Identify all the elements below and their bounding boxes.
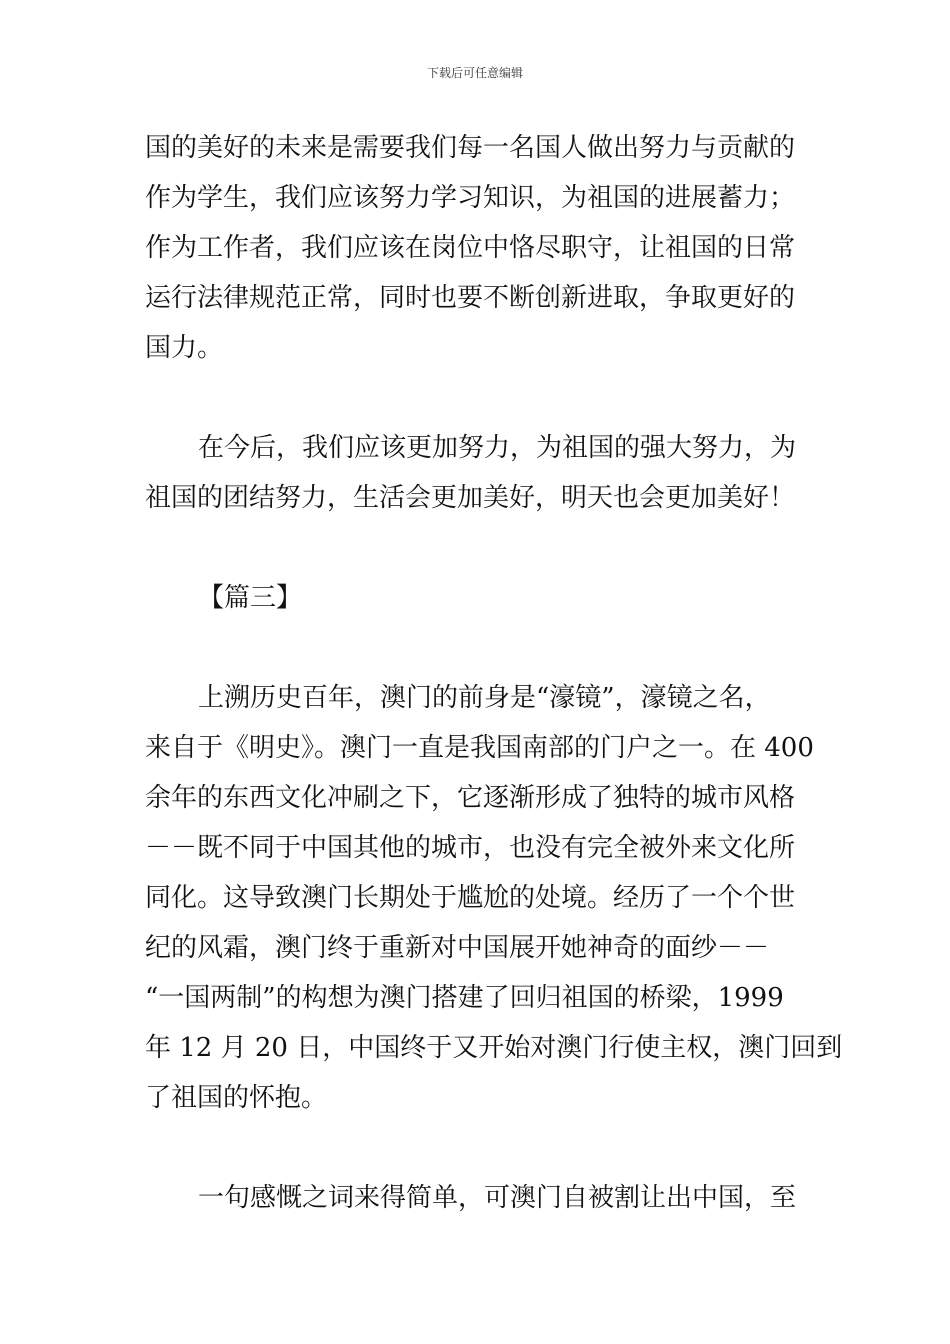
text-line: 作为学生，我们应该努力学习知识，为祖国的进展蓄力； (145, 183, 796, 213)
text-line: “一国两制”的构想为澳门搭建了回归祖国的桥梁，1999 (145, 983, 784, 1013)
text-line: －－既不同于中国其他的城市，也没有完全被外来文化所 (145, 833, 796, 863)
paragraph-start-line: 在今后，我们应该更加努力，为祖国的强大努力，为 (198, 433, 797, 463)
paragraph-start-line: 上溯历史百年，澳门的前身是“濠镜”，濠镜之名， (198, 683, 771, 713)
text-line: 年 12 月 20 日，中国终于又开始对澳门行使主权，澳门回到 (145, 1033, 843, 1063)
text-line: 作为工作者，我们应该在岗位中恪尽职守，让祖国的日常 (145, 233, 796, 263)
page-header: 下载后可任意编辑 (426, 66, 523, 80)
text-line: 了祖国的怀抱。 (145, 1083, 328, 1113)
text-line: 运行法律规范正常，同时也要不断创新进取，争取更好的 (145, 283, 796, 313)
paragraph-start-line: 一句感慨之词来得简单，可澳门自被割让出中国，至 (198, 1183, 797, 1213)
text-line: 纪的风霜，澳门终于重新对中国展开她神奇的面纱－－ (145, 933, 770, 963)
text-line: 同化。这导致澳门长期处于尴尬的处境。经历了一个个世 (145, 883, 796, 913)
text-line: 国力。 (145, 333, 224, 363)
section-heading: 【篇三】 (198, 583, 303, 613)
text-line: 来自于《明史》。澳门一直是我国南部的门户之一。在 400 (145, 733, 814, 763)
text-line: 国的美好的未来是需要我们每一名国人做出努力与贡献的 (145, 133, 796, 163)
text-line: 祖国的团结努力，生活会更加美好，明天也会更加美好！ (145, 483, 796, 513)
text-line: 余年的东西文化冲刷之下，它逐渐形成了独特的城市风格 (145, 783, 796, 813)
